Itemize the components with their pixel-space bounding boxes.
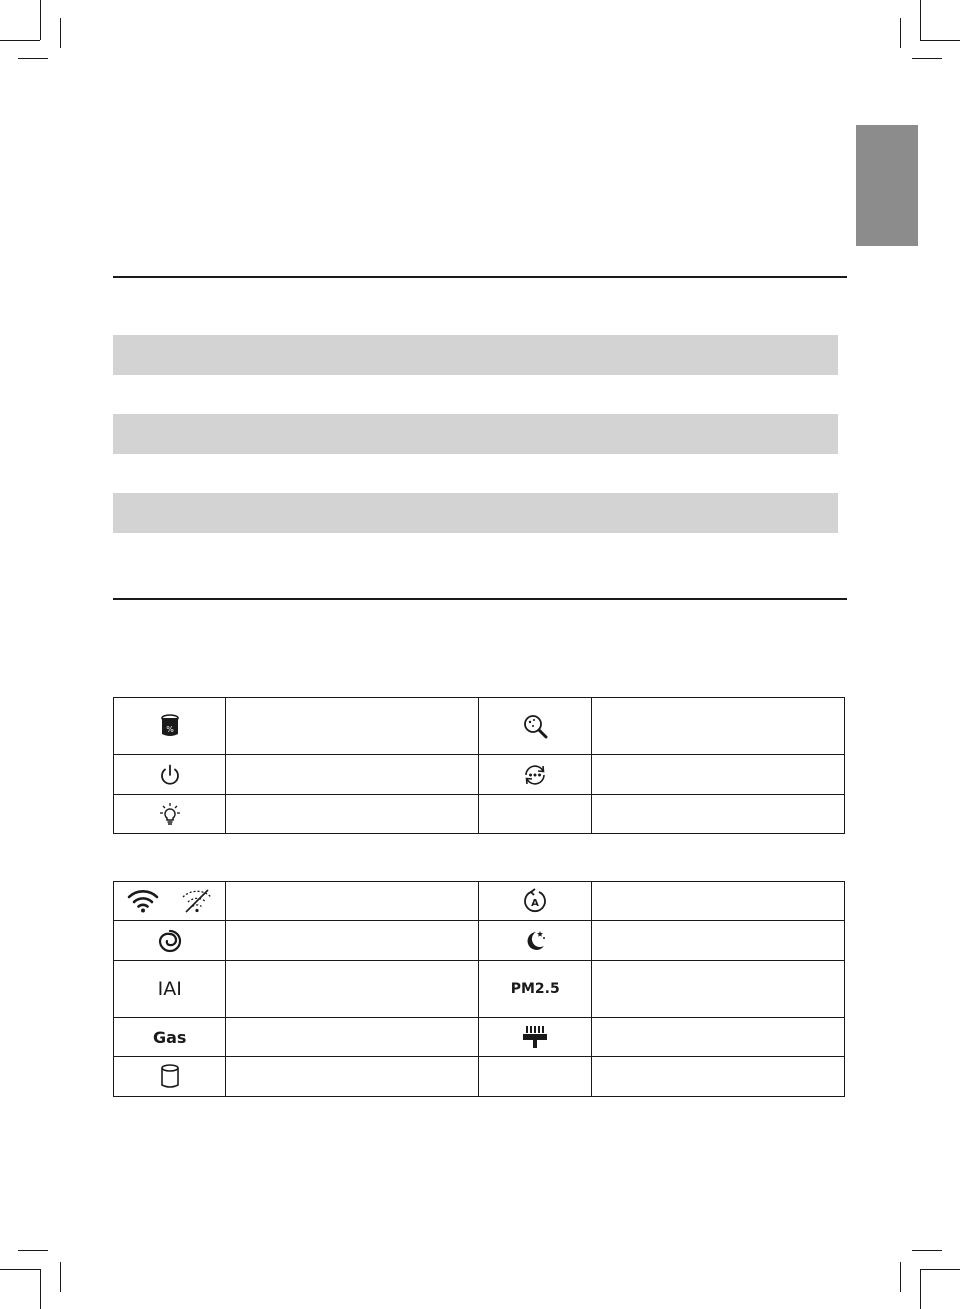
icon-cell: [114, 1018, 226, 1057]
crop-mark-top-left-v2: [60, 18, 61, 48]
table-row: [114, 921, 845, 961]
icon-cell: [479, 921, 591, 961]
table-row: [114, 1018, 845, 1057]
icon-cell: [479, 1018, 591, 1057]
icon-cell: [479, 1057, 591, 1097]
filter-cylinder-icon: [160, 1064, 180, 1090]
svg-text:A: A: [531, 898, 540, 909]
crop-mark-bottom-right-h2: [912, 1250, 942, 1251]
crop-mark-bottom-right-h: [920, 1269, 960, 1270]
language-side-tab: [856, 125, 918, 246]
grey-bar-3: [113, 493, 838, 533]
power-icon: [158, 763, 182, 787]
section-rule-top: [113, 276, 847, 278]
wifi-off-icon: [181, 889, 213, 913]
crop-mark-top-left-h2: [18, 58, 48, 59]
iai-label: IAI: [157, 978, 182, 1000]
grey-bar-2: [113, 414, 838, 454]
crop-mark-top-right-h: [920, 40, 960, 41]
icon-cell: [479, 882, 591, 921]
pre-filter-clean-icon: [522, 1024, 548, 1050]
swirl-turbo-icon: [157, 928, 183, 954]
description-cell: [591, 795, 844, 834]
description-cell: [226, 795, 479, 834]
grey-bar-1: [113, 335, 838, 375]
description-cell: [226, 961, 479, 1018]
description-cell: [591, 1018, 844, 1057]
icon-cell: [114, 961, 226, 1018]
icon-cell: [479, 961, 591, 1018]
description-cell: [591, 1057, 844, 1097]
icon-table-2: [113, 881, 845, 1097]
icon-cell: [114, 795, 226, 834]
icon-cell: [114, 698, 226, 755]
description-cell: [591, 921, 844, 961]
crop-mark-bottom-left-v: [40, 1269, 41, 1309]
icon-cell: [114, 921, 226, 961]
table-row: [114, 961, 845, 1018]
auto-mode-icon: [522, 888, 548, 914]
filter-replace-icon: [160, 714, 180, 738]
magnifier-sensor-icon: [522, 713, 548, 739]
light-bulb-icon: [158, 802, 182, 826]
pm25-label: PM2.5: [510, 980, 560, 997]
crop-mark-bottom-left-h: [0, 1269, 40, 1270]
wifi-icon: [127, 889, 159, 913]
description-cell: [591, 698, 844, 755]
table-row: [114, 755, 845, 795]
crop-mark-top-right-h2: [912, 58, 942, 59]
icon-cell: [114, 1057, 226, 1097]
description-cell: [226, 882, 479, 921]
table-row: [114, 795, 845, 834]
section-rule-middle: [113, 598, 847, 600]
description-cell: [226, 1057, 479, 1097]
crop-mark-top-left-v: [40, 0, 41, 40]
icon-cell: [479, 795, 591, 834]
icon-table-1: [113, 697, 845, 834]
description-cell: [591, 961, 844, 1018]
icon-cell: [479, 698, 591, 755]
table-row: [114, 698, 845, 755]
crop-mark-bottom-left-h2: [18, 1250, 48, 1251]
description-cell: [226, 1018, 479, 1057]
icon-cell: [114, 755, 226, 795]
crop-mark-top-right-v2: [900, 18, 901, 48]
icon-cell: [479, 755, 591, 795]
icon-cell: [114, 882, 226, 921]
description-cell: [591, 882, 844, 921]
description-cell: [226, 698, 479, 755]
crop-mark-bottom-left-v2: [60, 1262, 61, 1292]
crop-mark-top-left-h: [0, 40, 40, 41]
description-cell: [226, 755, 479, 795]
description-cell: [226, 921, 479, 961]
svg-text:%: %: [165, 725, 174, 734]
description-cell: [591, 755, 844, 795]
crop-mark-bottom-right-v2: [900, 1262, 901, 1292]
refresh-dots-icon: [522, 762, 548, 788]
table-row: [114, 882, 845, 921]
gas-label: Gas: [153, 1027, 187, 1047]
crop-mark-bottom-right-v: [920, 1269, 921, 1309]
crop-mark-top-right-v: [920, 0, 921, 40]
sleep-mode-icon: [522, 928, 548, 954]
table-row: [114, 1057, 845, 1097]
